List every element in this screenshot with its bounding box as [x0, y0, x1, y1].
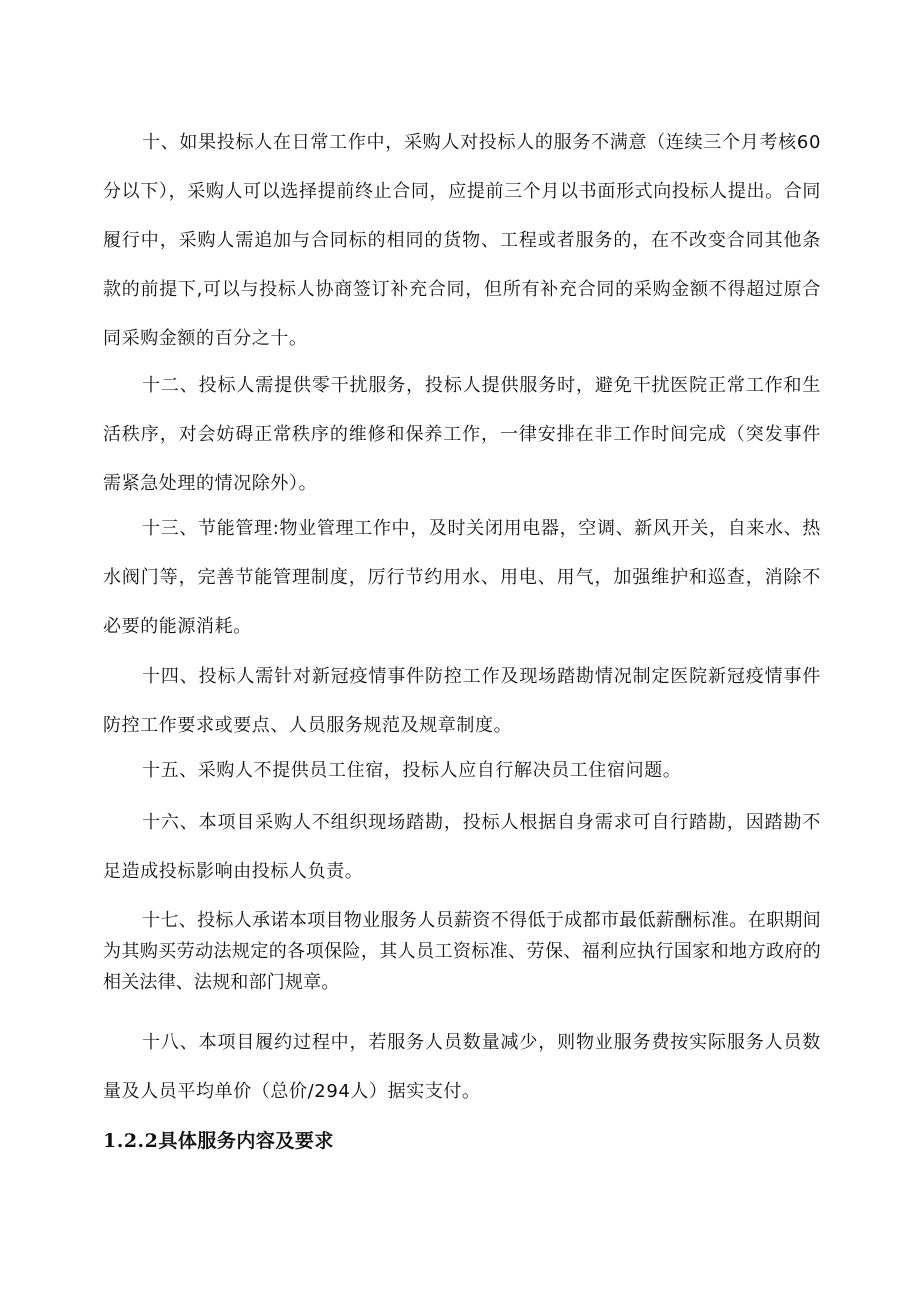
paragraph-clause-10: 十、如果投标人在日常工作中，采购人对投标人的服务不满意（连续三个月考核60分以下），采购人可以选择提前终止合同，应提前三个月以书面形式向投标人提出。合同履行中，采购人需追加与合同标的相同的货物、工程或者服务的，在不改变合同其他条款的前提下,可以与投标人协商签订补充合同，但所有补充合同的采购金额不得超过原合同采购金额的百分之十。 — [103, 132, 821, 349]
section-heading: 1.2.2具体服务内容及要求 — [103, 1130, 334, 1152]
paragraph-clause-18: 十八、本项目履约过程中，若服务人员数量减少，则物业服务费按实际服务人员数量及人员平均单价（总价/294人）据实支付。 — [103, 1032, 821, 1102]
paragraph-clause-15: 十五、采购人不提供员工住宿，投标人应自行解决员工住宿问题。 — [142, 760, 682, 781]
paragraph-clause-17: 十七、投标人承诺本项目物业服务人员薪资不得低于成都市最低薪酬标准。在职期间为其购买劳动法规定的各项保险，其人员工资标准、劳保、福利应执行国家和地方政府的相关法律、法规和部门规章。 — [103, 910, 821, 993]
paragraph-clause-14: 十四、投标人需针对新冠疫情事件防控工作及现场踏勘情况制定医院新冠疫情事件防控工作要求或要点、人员服务规范及规章制度。 — [103, 666, 821, 736]
paragraph-clause-13: 十三、节能管理:物业管理工作中，及时关闭用电器，空调、新风开关，自来水、热水阀门等，完善节能管理制度，厉行节约用水、用电、用气，加强维护和巡查，消除不必要的能源消耗。 — [103, 518, 821, 637]
paragraph-clause-16: 十六、本项目采购人不组织现场踏勘，投标人根据自身需求可自行踏勘，因踏勘不足造成投标影响由投标人负责。 — [103, 812, 821, 882]
paragraph-clause-12: 十二、投标人需提供零干扰服务，投标人提供服务时，避免干扰医院正常工作和生活秩序，对会妨碍正常秩序的维修和保养工作，一律安排在非工作时间完成（突发事件需紧急处理的情况除外）。 — [103, 375, 821, 494]
